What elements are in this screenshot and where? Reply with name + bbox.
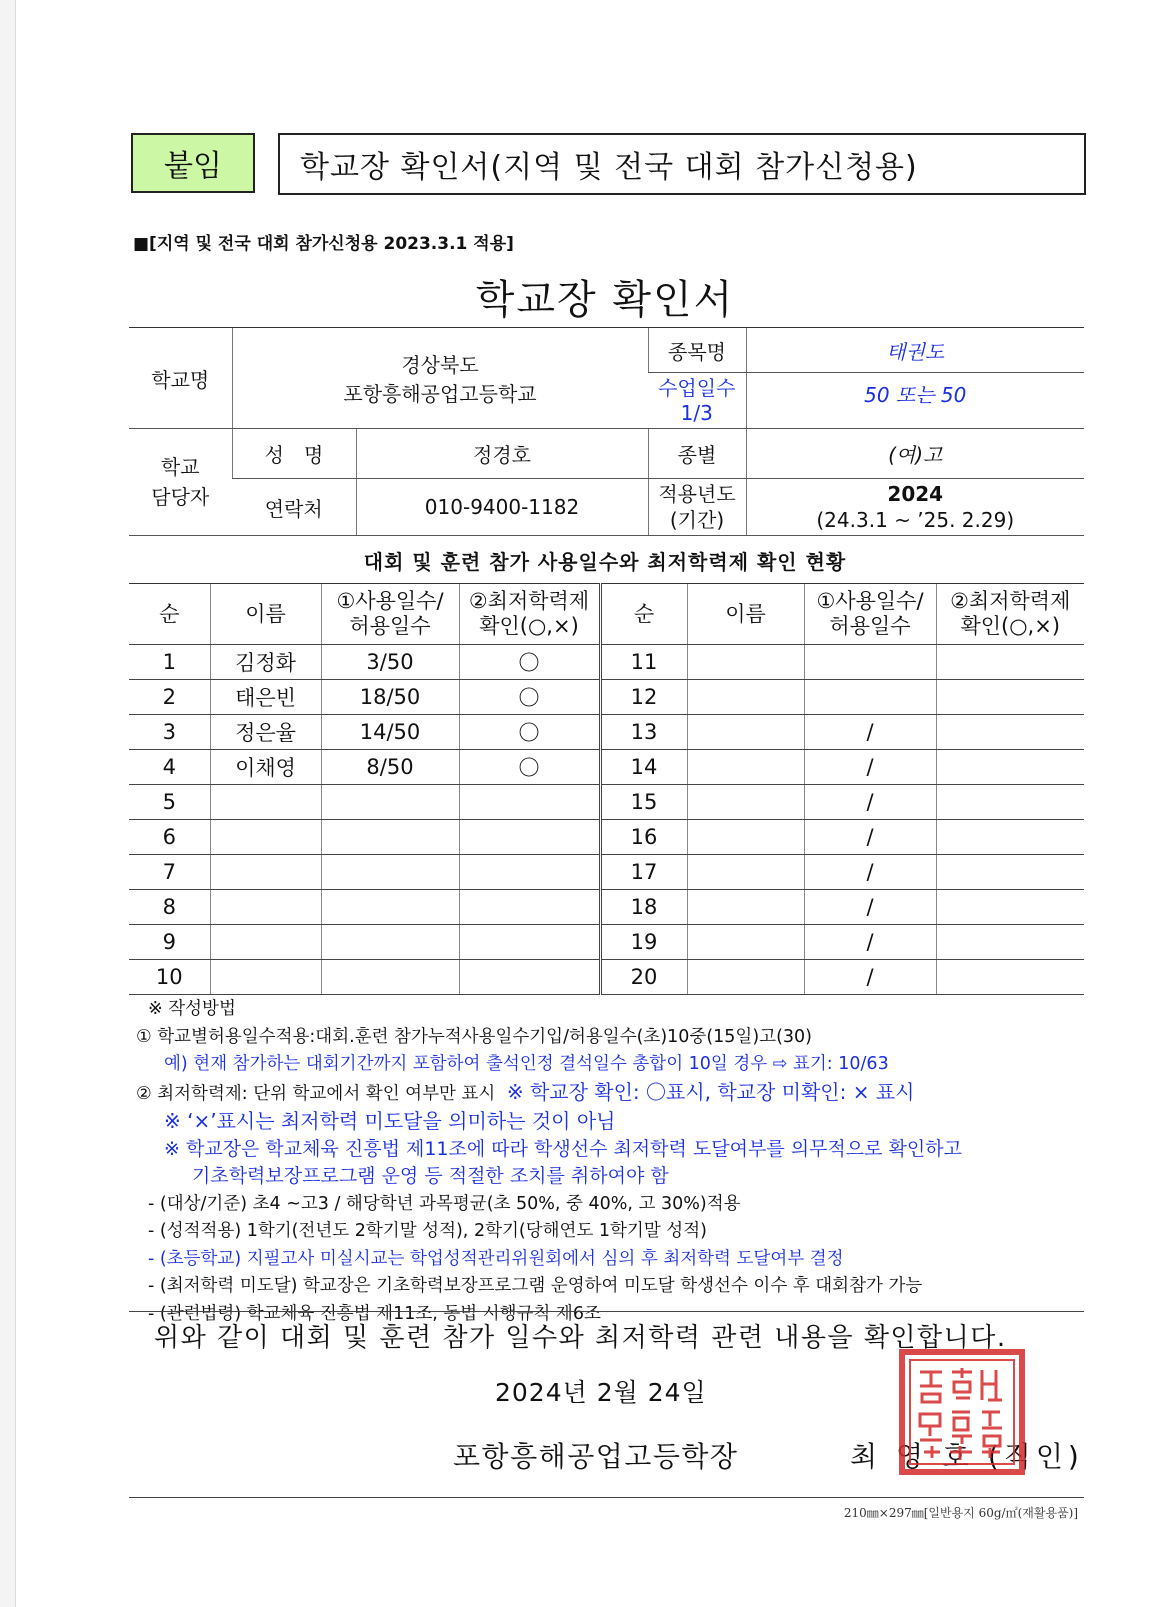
- row-days: [321, 960, 459, 995]
- table-row: [129, 785, 1084, 820]
- row-no: 11: [600, 645, 687, 680]
- header-check-left: [459, 584, 600, 645]
- row-days: 18/50: [321, 680, 459, 715]
- participation-table: [129, 583, 1084, 995]
- row-check: [936, 785, 1084, 820]
- row-no: 17: [600, 855, 687, 890]
- row-no: 19: [600, 925, 687, 960]
- row-name: [687, 855, 804, 890]
- row-no: 16: [600, 820, 687, 855]
- instruction-note: 기초학력보장프로그램 운영 등 적절한 조치를 취하여야 함: [192, 1165, 669, 1187]
- row-name: [210, 890, 321, 925]
- row-name: [210, 925, 321, 960]
- header-days-line2: 허용일수: [349, 614, 431, 638]
- header-days-line1: ①사용일수/: [816, 589, 924, 613]
- table-row: [129, 750, 1084, 785]
- instruction-bullet: - (최저학력 미도달) 학교장은 기초학력보장프로그램 운영하여 미도달 학생선수 이수 후 대회참가 가능: [148, 1276, 923, 1296]
- row-no: 2: [129, 680, 210, 715]
- row-check: [936, 680, 1084, 715]
- row-no: 18: [600, 890, 687, 925]
- row-check: [936, 855, 1084, 890]
- row-no: 10: [129, 960, 210, 995]
- seal-glyphs: [920, 1368, 1002, 1460]
- paper-spec-footer: 210㎜×297㎜[일반용지 60g/㎡(재활용품)]: [843, 1506, 1078, 1520]
- category-value: (여)고: [746, 429, 1084, 479]
- year-value-main: 2024: [887, 482, 944, 506]
- row-days: /: [804, 925, 936, 960]
- table-row: [129, 855, 1084, 890]
- issue-date: 2024년 2월 24일: [495, 1378, 707, 1407]
- class-days-value: 50 또는 50: [746, 373, 1084, 429]
- school-name: 포항흥해공업고등학교: [343, 382, 537, 406]
- manager-name-value: 정경호: [356, 429, 648, 479]
- row-check: 〇: [459, 715, 600, 750]
- year-label-line2: (기간): [669, 508, 725, 532]
- school-info-table: [129, 327, 1084, 536]
- year-label: [648, 479, 746, 536]
- row-name: [210, 820, 321, 855]
- row-days: [321, 785, 459, 820]
- manager-label-line2: 담당자: [151, 485, 210, 509]
- table-row: [129, 960, 1084, 995]
- row-check: [459, 960, 600, 995]
- header-no-right: 순: [600, 584, 687, 645]
- row-name: [687, 960, 804, 995]
- instruction-mark-note: ※ 학교장 확인: 〇표시, 학교장 미확인: × 표시: [506, 1079, 915, 1104]
- instruction-bullet: - (대상/기준) 초4 ~고3 / 해당학년 과목평균(초 50%, 중 40%, 고 30%)적용: [148, 1193, 741, 1214]
- document-title-text: 학교장 확인서(지역 및 전국 대회 참가신청용): [300, 150, 918, 185]
- row-no: 12: [600, 680, 687, 715]
- row-days: /: [804, 785, 936, 820]
- header-days-left: [321, 584, 459, 645]
- instruction-item: [130, 1079, 1090, 1109]
- row-days: /: [804, 715, 936, 750]
- instruction-item: ① 학교별허용일수적용:대회.훈련 참가누적사용일수기입/허용일수(초)10중(15일)고(30): [136, 1026, 812, 1047]
- row-check: [936, 645, 1084, 680]
- row-name: [687, 750, 804, 785]
- header-check-line2: 확인(○,×): [960, 614, 1061, 638]
- row-no: 8: [129, 890, 210, 925]
- divider: [129, 1497, 1084, 1498]
- sport-value: 태권도: [746, 328, 1084, 373]
- row-name: 정은율: [210, 715, 321, 750]
- attachment-label-text: 붙임: [164, 149, 222, 184]
- row-check: [459, 890, 600, 925]
- row-no: 7: [129, 855, 210, 890]
- row-days: [804, 680, 936, 715]
- contact-value: 010-9400-1182: [356, 479, 648, 536]
- row-check: [936, 925, 1084, 960]
- row-name: 태은빈: [210, 680, 321, 715]
- row-no: 13: [600, 715, 687, 750]
- year-value-period: (24.3.1 ~ ’25. 2.29): [816, 508, 1015, 532]
- row-days: /: [804, 820, 936, 855]
- row-check: [936, 750, 1084, 785]
- row-check: [936, 890, 1084, 925]
- table-row: [129, 820, 1084, 855]
- class-days-label-line2: 1/3: [680, 400, 713, 425]
- row-days: /: [804, 890, 936, 925]
- row-name: [687, 925, 804, 960]
- row-check: 〇: [459, 750, 600, 785]
- row-name: [210, 960, 321, 995]
- divider: [129, 1311, 1084, 1312]
- row-name: 김정화: [210, 645, 321, 680]
- header-name-left: 이름: [210, 584, 321, 645]
- section-title: 대회 및 훈련 참가 사용일수와 최저학력제 확인 현황: [363, 550, 847, 574]
- row-days: [804, 645, 936, 680]
- row-check: [459, 820, 600, 855]
- row-name: [687, 680, 804, 715]
- signer-name: 최 영 호 (직인): [850, 1440, 1084, 1473]
- header-days-right: [804, 584, 936, 645]
- row-days: [321, 820, 459, 855]
- header-days-line1: ①사용일수/: [336, 589, 444, 613]
- manager-name-label: 성 명: [232, 429, 356, 479]
- header-note: ■[지역 및 전국 대회 참가신청용 2023.3.1 적용]: [133, 234, 514, 254]
- confirmation-statement: 위와 같이 대회 및 훈련 참가 일수와 최저학력 관련 내용을 확인합니다.: [154, 1323, 1007, 1353]
- row-no: 4: [129, 750, 210, 785]
- instruction-note: ※ 학교장은 학교체육 진흥법 제11조에 따라 학생선수 최저학력 도달여부를 의무적으로 확인하고: [164, 1137, 962, 1160]
- row-no: 20: [600, 960, 687, 995]
- row-check: [936, 820, 1084, 855]
- class-days-label-line1: 수업일수: [658, 375, 736, 400]
- school-name-label: 학교명: [129, 328, 232, 429]
- manager-label: [129, 429, 232, 536]
- row-no: 14: [600, 750, 687, 785]
- class-days-label: [648, 373, 746, 429]
- row-days: 8/50: [321, 750, 459, 785]
- year-label-line1: 적용년도: [658, 482, 736, 506]
- row-days: /: [804, 960, 936, 995]
- row-no: 1: [129, 645, 210, 680]
- instructions: [130, 996, 1090, 1328]
- header-check-right: [936, 584, 1084, 645]
- header-name-right: 이름: [687, 584, 804, 645]
- header-no-left: 순: [129, 584, 210, 645]
- page-title: 학교장 확인서: [475, 277, 735, 323]
- school-name-value: [232, 328, 648, 429]
- header-check-line1: ②최저학력제: [950, 589, 1071, 613]
- row-check: [459, 855, 600, 890]
- instructions-heading: ※ 작성방법: [148, 999, 236, 1019]
- row-no: 9: [129, 925, 210, 960]
- document-title-box: [278, 133, 1086, 195]
- header-check-line2: 확인(○,×): [479, 614, 579, 638]
- sport-label: 종목명: [648, 328, 746, 373]
- row-check: [936, 960, 1084, 995]
- row-name: [210, 785, 321, 820]
- row-check: 〇: [459, 680, 600, 715]
- row-days: [321, 890, 459, 925]
- table-row: [129, 645, 1084, 680]
- row-name: [687, 715, 804, 750]
- school-region: 경상북도: [401, 353, 479, 377]
- row-no: 6: [129, 820, 210, 855]
- row-days: /: [804, 750, 936, 785]
- table-row: [129, 925, 1084, 960]
- row-days: [321, 855, 459, 890]
- row-no: 15: [600, 785, 687, 820]
- instruction-note: ※ ‘×’표시는 최저학력 미도달을 의미하는 것이 아님: [164, 1109, 616, 1133]
- instruction-bullet: - (관련법령) 학교체육 진흥법 제11조, 동법 시행규칙 제6조: [148, 1303, 601, 1324]
- row-name: [687, 785, 804, 820]
- row-days: /: [804, 855, 936, 890]
- official-seal-stamp: [898, 1348, 1026, 1476]
- category-label: 종별: [648, 429, 746, 479]
- page-left-edge: [0, 0, 16, 1607]
- instruction-bullet: - (초등학교) 지필고사 미실시교는 학업성적관리위원회에서 심의 후 최저학력 도달여부 결정: [148, 1248, 844, 1269]
- row-days: 3/50: [321, 645, 459, 680]
- instruction-item-text: ② 최저학력제: 단위 학교에서 확인 여부만 표시: [136, 1083, 496, 1104]
- row-check: [936, 715, 1084, 750]
- contact-label: 연락처: [232, 479, 356, 536]
- row-name: [210, 855, 321, 890]
- manager-label-line1: 학교: [160, 455, 200, 479]
- instruction-example: 예) 현재 참가하는 대회기간까지 포함하여 출석인정 결석일수 총합이 10일 경우 ⇨ 표기: 10/63: [164, 1054, 889, 1074]
- row-name: [687, 890, 804, 925]
- table-row: [129, 890, 1084, 925]
- attachment-label: [131, 133, 255, 193]
- row-name: 이채영: [210, 750, 321, 785]
- year-value: [746, 479, 1084, 536]
- row-days: 14/50: [321, 715, 459, 750]
- header-check-line1: ②최저학력제: [468, 589, 590, 613]
- row-no: 5: [129, 785, 210, 820]
- table-row: [129, 680, 1084, 715]
- signer-school: 포항흥해공업고등학장: [453, 1440, 739, 1473]
- row-name: [687, 645, 804, 680]
- row-no: 3: [129, 715, 210, 750]
- row-check: [459, 785, 600, 820]
- row-name: [687, 820, 804, 855]
- row-check: [459, 925, 600, 960]
- instruction-bullet: - (성적적용) 1학기(전년도 2학기말 성적), 2학기(당해연도 1학기말 성적): [148, 1221, 707, 1241]
- table-row: [129, 715, 1084, 750]
- row-days: [321, 925, 459, 960]
- header-days-line2: 허용일수: [829, 614, 911, 638]
- row-check: 〇: [459, 645, 600, 680]
